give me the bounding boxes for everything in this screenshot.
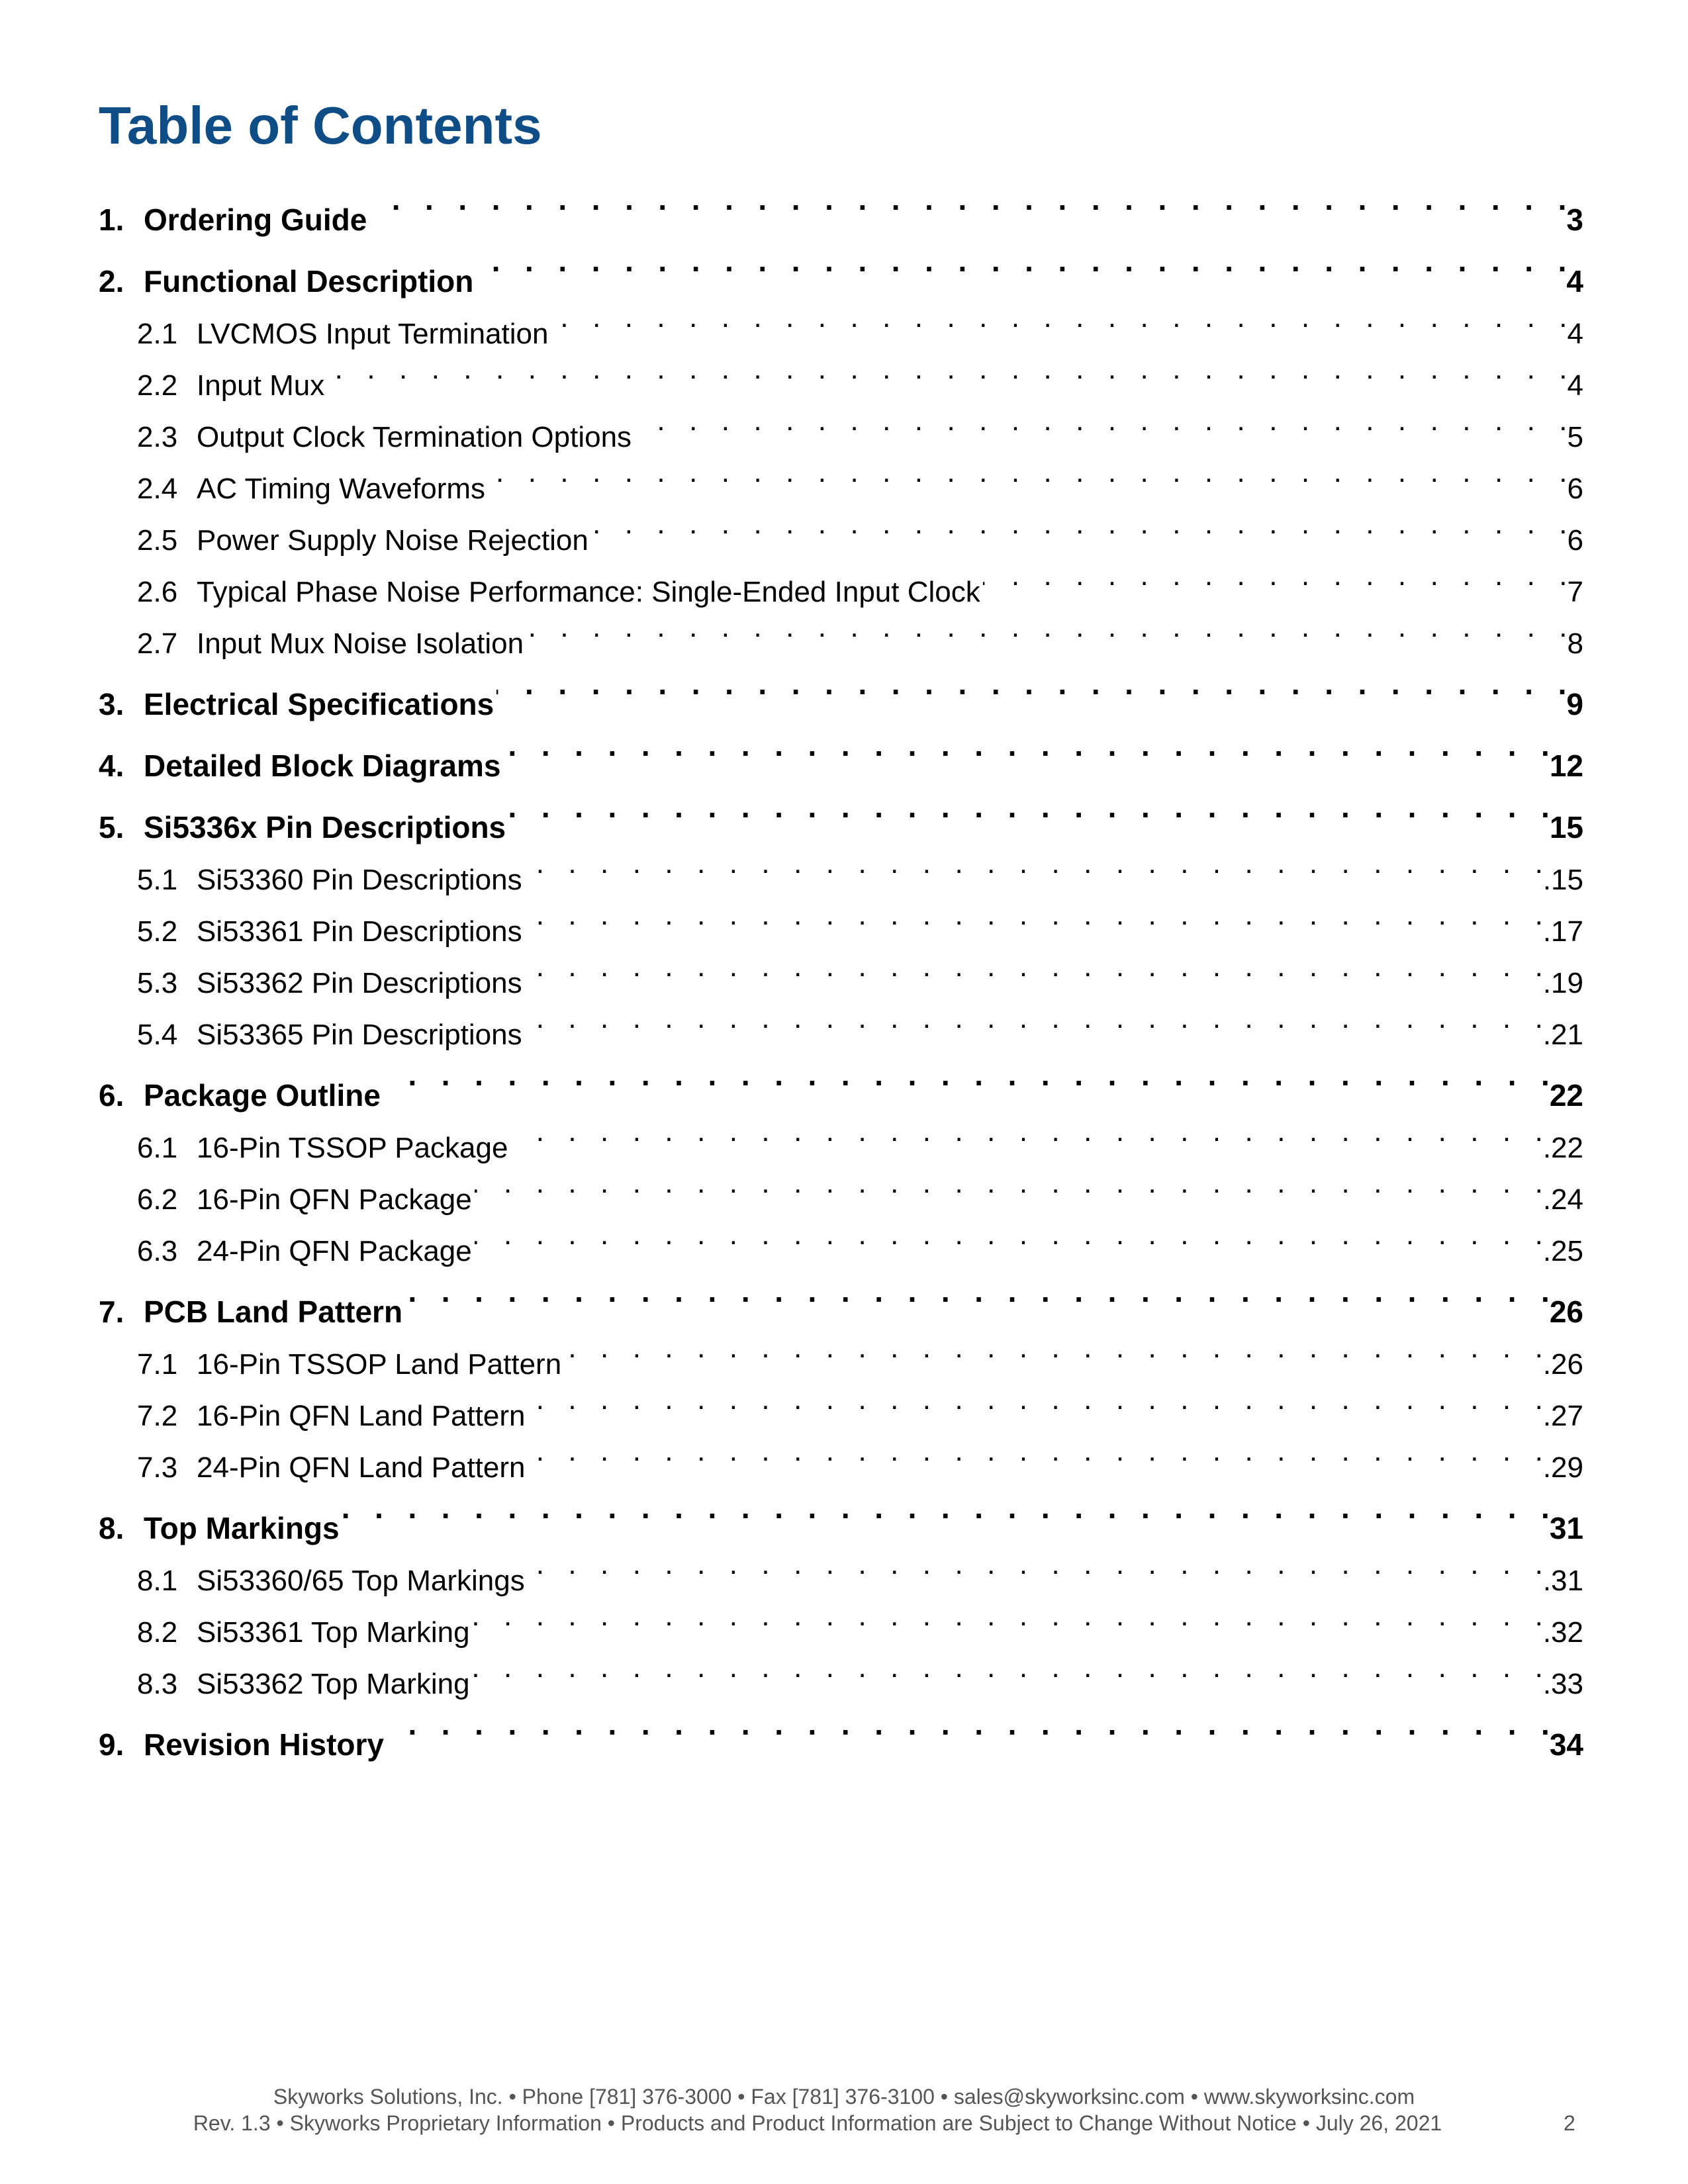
toc-entry-label: Functional Description [144,251,476,312]
toc-entry-number: 5. [99,810,124,844]
dot-leader [508,776,1550,838]
toc-entry-page: 7 [1568,567,1583,618]
toc-entry-page: .27 [1543,1390,1583,1442]
toc-entry-number: 2.1 [137,318,178,350]
toc-entry-label: LVCMOS Input Termination [197,308,551,360]
dot-leader [387,1694,1550,1755]
toc-entry-page: 4 [1566,251,1583,312]
toc-entry-number: 7.1 [137,1348,178,1381]
toc-entry-label: Input Mux [197,360,327,412]
toc-entry-number: 2.6 [137,576,178,608]
toc-entry-page: .29 [1543,1442,1583,1494]
toc-entry-page: 31 [1550,1498,1583,1559]
toc-entry-page: 4 [1568,308,1583,360]
toc-entry-page: 34 [1550,1714,1583,1776]
toc-entry-label: Si53360/65 Top Markings [197,1555,528,1607]
toc-entry-number: 9. [99,1727,124,1762]
toc-entry-label: Package Outline [144,1065,383,1126]
dot-leader [983,550,1568,602]
toc-entry-number: 8.1 [137,1565,178,1597]
toc-entry-number: 7.2 [137,1400,178,1432]
toc-entry-page: 8 [1568,618,1583,670]
toc-entry-label: Typical Phase Noise Performance: Single-Ended Input Clock [197,567,983,618]
dot-leader [551,292,1568,343]
table-of-contents [99,169,1583,1762]
toc-entry-page: .22 [1543,1122,1583,1174]
toc-entry-page: .24 [1543,1174,1583,1226]
toc-entry-number: 7. [99,1295,124,1329]
toc-entry-page: .26 [1543,1339,1583,1390]
toc-entry-label: 16-Pin QFN Package [197,1174,475,1226]
dot-leader [475,1209,1543,1261]
dot-leader [564,1322,1543,1374]
toc-entry-number: 4. [99,749,124,783]
toc-entry-number: 6.2 [137,1183,178,1216]
footer-contact-line: Skyworks Solutions, Inc. • Phone [781] 376-3000 • Fax [781] 376-3100 • sales@skyworksinc.com • www.skyworksinc.com [273,2085,1415,2109]
toc-entry-number: 1. [99,203,124,237]
toc-entry-label: Si53361 Pin Descriptions [197,906,525,958]
dot-leader [405,1261,1550,1322]
toc-entry-number: 5.1 [137,864,178,896]
toc-entry-number: 6.1 [137,1132,178,1164]
toc-entry-label: 24-Pin QFN Package [197,1226,475,1277]
footer-revision-line: Rev. 1.3 • Skyworks Proprietary Information • Products and Product Information are Subject to Change Without Notice • July 26, 2021 [193,2111,1442,2135]
toc-entry-number: 2.4 [137,473,178,505]
page-number: 2 [1564,2111,1575,2135]
toc-entry-page: 22 [1550,1065,1583,1126]
dot-leader [496,653,1566,715]
dot-leader [510,1106,1542,1158]
toc-entry-label: Si53360 Pin Descriptions [197,854,525,906]
toc-entry-page: 5 [1568,412,1583,463]
toc-entry-label: Si5336x Pin Descriptions [144,797,508,858]
toc-entry-label: Si53361 Top Marking [197,1607,473,1659]
page-title: Table of Contents [99,96,542,155]
dot-leader [528,1426,1542,1477]
toc-entry-label: 16-Pin TSSOP Package [197,1122,510,1174]
toc-entry-number: 6. [99,1078,124,1113]
toc-entry-number: 5.4 [137,1019,178,1051]
toc-entry-page: 4 [1568,360,1583,412]
toc-entry-page: .25 [1543,1226,1583,1277]
toc-entry-page: 6 [1568,515,1583,567]
toc-entry-label: PCB Land Pattern [144,1281,405,1343]
dot-leader [528,1539,1543,1590]
toc-entry-number: 6.3 [137,1235,178,1267]
toc-entry-page: .31 [1543,1555,1583,1607]
toc-entry-label: Revision History [144,1714,387,1776]
toc-entry-label: Si53362 Pin Descriptions [197,958,525,1009]
toc-entry-number: 8.2 [137,1616,178,1649]
dot-leader [476,230,1566,292]
toc-entry-label: 16-Pin QFN Land Pattern [197,1390,528,1442]
toc-entry-number: 5.2 [137,915,178,948]
toc-entry-page: 12 [1550,735,1583,797]
dot-leader [369,169,1566,230]
toc-entry-label: Si53362 Top Marking [197,1659,473,1710]
dot-leader [525,889,1543,941]
toc-entry-page: .33 [1543,1659,1583,1710]
toc-entry-page: .15 [1543,854,1583,906]
dot-leader [503,715,1549,776]
dot-leader [525,941,1543,993]
toc-entry-page: .19 [1543,958,1583,1009]
toc-entry-label: AC Timing Waveforms [197,463,488,515]
toc-entry-page: .21 [1543,1009,1583,1061]
toc-entry-number: 8. [99,1511,124,1545]
toc-entry-label: Power Supply Noise Rejection [197,515,591,567]
toc-entry-page: 3 [1566,189,1583,251]
toc-entry-page: .32 [1543,1607,1583,1659]
toc-entry-label: Output Clock Termination Options [197,412,634,463]
dot-leader [383,1044,1550,1106]
dot-leader [634,395,1567,447]
toc-entry-page: 15 [1550,797,1583,858]
toc-entry-number: 2.5 [137,524,178,557]
toc-entry-label: Electrical Specifications [144,674,496,735]
toc-entry-page: 9 [1566,674,1583,735]
toc-entry-page: .17 [1543,906,1583,958]
toc-entry-label: Si53365 Pin Descriptions [197,1009,525,1061]
toc-entry-label: 24-Pin QFN Land Pattern [197,1442,528,1494]
dot-leader [525,993,1543,1044]
dot-leader [488,447,1568,498]
toc-entry-page: 26 [1550,1281,1583,1343]
toc-entry-number: 2.2 [137,369,178,402]
toc-entry-label: Detailed Block Diagrams [144,735,503,797]
toc-entry-number: 3. [99,687,124,721]
dot-leader [525,838,1543,889]
toc-entry-number: 2.3 [137,421,178,453]
toc-entry-label: Ordering Guide [144,189,369,251]
toc-entry-number: 7.3 [137,1451,178,1484]
toc-entry-page: 6 [1568,463,1583,515]
toc-entry-label: Top Markings [144,1498,342,1559]
dot-leader [475,1158,1543,1209]
toc-section-link[interactable] [99,169,1583,237]
toc-entry-label: 16-Pin TSSOP Land Pattern [197,1339,564,1390]
toc-entry-number: 2. [99,264,124,298]
dot-leader [591,498,1568,550]
toc-entry-number: 8.3 [137,1668,178,1700]
toc-entry-number: 5.3 [137,967,178,999]
dot-leader [528,1374,1542,1426]
toc-entry-label: Input Mux Noise Isolation [197,618,526,670]
dot-leader [473,1590,1543,1642]
dot-leader [473,1642,1543,1694]
toc-entry-number: 2.7 [137,627,178,660]
